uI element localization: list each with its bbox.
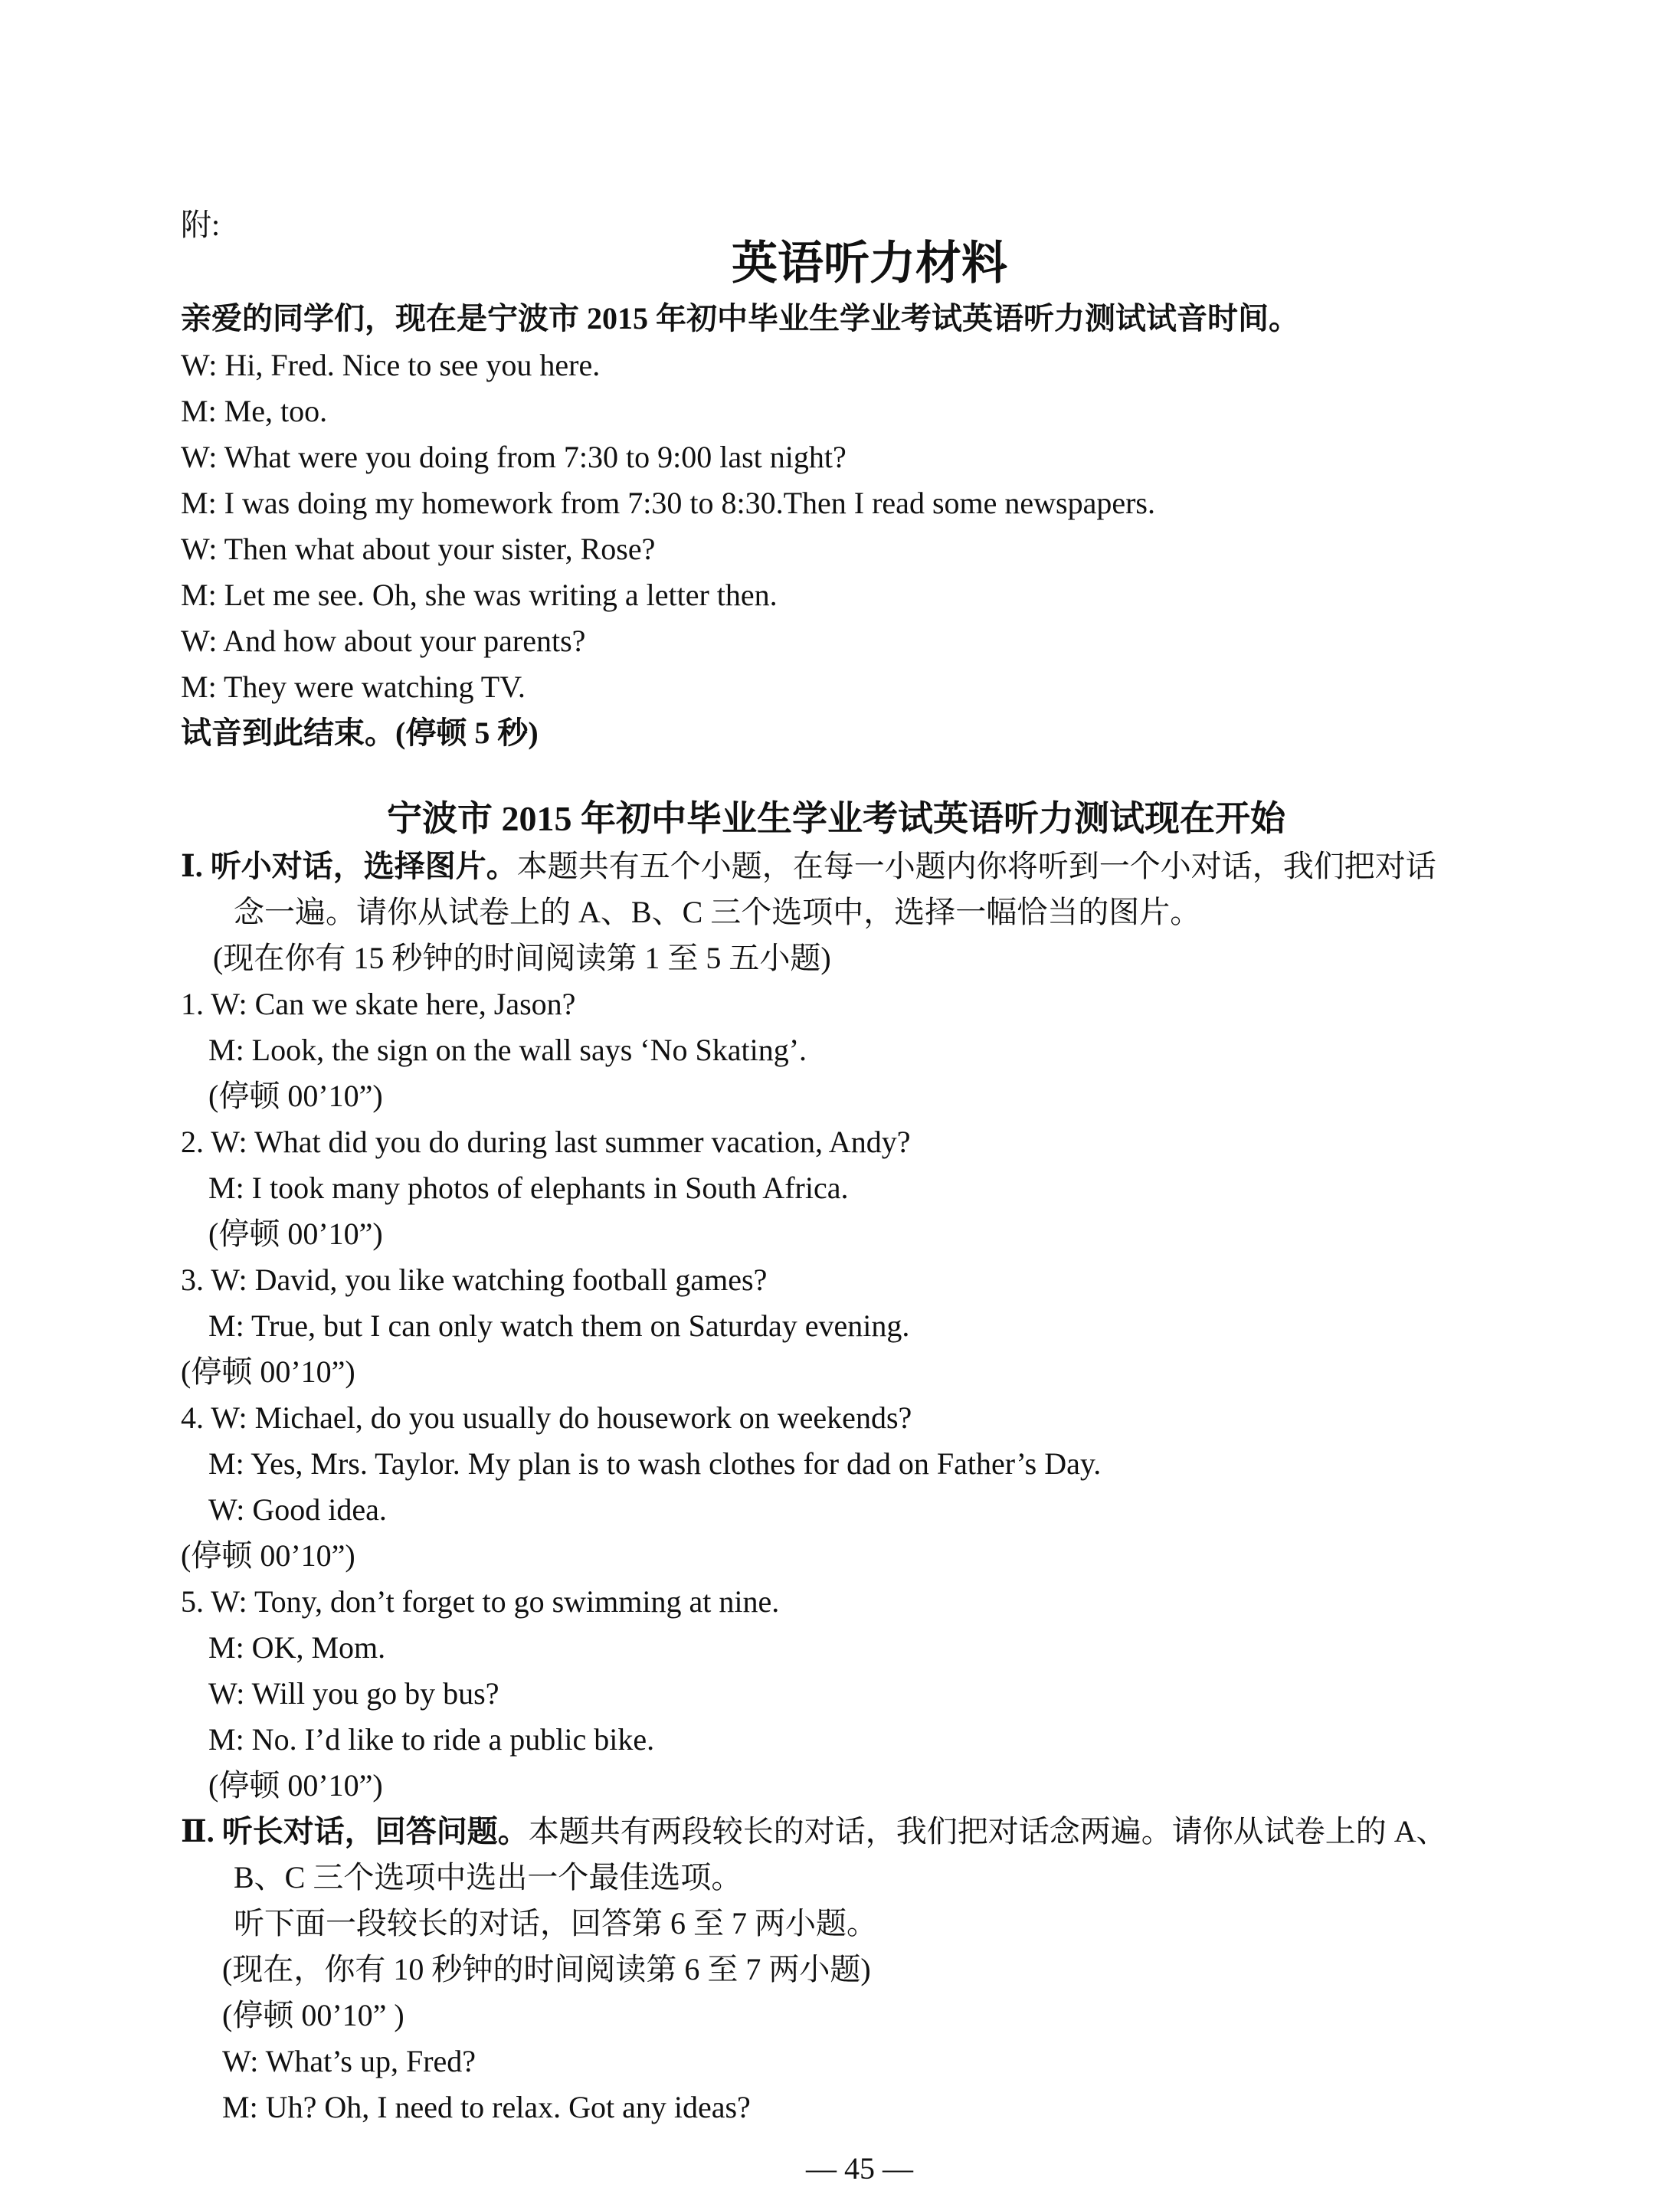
part2-heading-bold: Ⅱ. 听长对话，回答问题。 [181,1814,529,1849]
dialogue-line: W: What’s up, Fred? [222,2044,476,2078]
question-1-line: 1. W: Can we skate here, Jason? [181,987,576,1021]
question-4-line: M: Yes, Mrs. Taylor. My plan is to wash clothes for dad on Father’s Day. [208,1446,1102,1481]
question-5-line: M: OK, Mom. [208,1630,386,1665]
question-5-line: W: Will you go by bus? [208,1676,499,1711]
question-1-pause: (停顿 00’10”) [208,1079,383,1113]
dialogue-line: M: Uh? Oh, I need to relax. Got any ideas? [222,2090,751,2124]
part2-instruction: B、C 三个选项中选出一个最佳选项。 [234,1860,742,1895]
appendix-label: 附: [181,208,221,242]
trial-intro: 亲爱的同学们，现在是宁波市 2015 年初中毕业生学业考试英语听力测试试音时间。 [181,301,1299,336]
question-4-line: W: Good idea. [208,1492,387,1527]
question-3-line: 3. W: David, you like watching football games? [181,1262,768,1297]
question-2-line: M: I took many photos of elephants in South Africa. [208,1171,849,1205]
question-3-pause: (停顿 00’10”) [181,1354,355,1389]
question-5-pause: (停顿 00’10”) [208,1768,383,1803]
trial-line: W: Hi, Fred. Nice to see you here. [181,348,601,382]
part2-pause: (停顿 00’10” ) [222,1998,404,2032]
trial-end: 试音到此结束。(停顿 5 秒) [181,716,539,750]
question-2-line: 2. W: What did you do during last summer vacation, Andy? [181,1125,911,1159]
part2-subinstruction: 听下面一段较长的对话，回答第 6 至 7 两小题。 [234,1906,877,1940]
trial-line: M: Let me see. Oh, she was writing a letter then. [181,578,778,612]
trial-line: W: And how about your parents? [181,624,586,658]
question-4-pause: (停顿 00’10”) [181,1538,355,1573]
trial-line: W: Then what about your sister, Rose? [181,532,656,566]
part1-heading-bold: Ⅰ. 听小对话，选择图片。 [181,849,517,883]
trial-line: M: I was doing my homework from 7:30 to 8:30.Then I read some newspapers. [181,486,1155,520]
part2-heading-rest: 本题共有两段较长的对话，我们把对话念两遍。请你从试卷上的 A、 [528,1814,1447,1849]
question-5-line: 5. W: Tony, don’t forget to go swimming at nine. [181,1584,780,1619]
page-title: 英语听力材料 [732,238,1007,289]
question-2-pause: (停顿 00’10”) [208,1217,383,1251]
question-1-line: M: Look, the sign on the wall says ‘No Skating’. [208,1033,807,1067]
part1-reading-time: (现在你有 15 秒钟的时间阅读第 1 至 5 五小题) [213,941,831,975]
question-4-line: 4. W: Michael, do you usually do housework on weekends? [181,1400,912,1435]
part1-heading [181,847,1436,886]
page-number: — 45 — [806,2151,913,2186]
part1-heading-rest: 本题共有五个小题，在每一小题内你将听到一个小对话，我们把对话 [516,849,1436,883]
part1-instruction: 念一遍。请你从试卷上的 A、B、C 三个选项中，选择一幅恰当的图片。 [234,895,1201,929]
question-5-line: M: No. I’d like to ride a public bike. [208,1722,655,1757]
question-3-line: M: True, but I can only watch them on Saturday evening. [208,1308,910,1343]
test-title: 宁波市 2015 年初中毕业生学业考试英语听力测试现在开始 [387,799,1285,838]
part2-heading [181,1812,1447,1852]
trial-line: M: Me, too. [181,394,328,428]
part2-reading-time: (现在，你有 10 秒钟的时间阅读第 6 至 7 两小题) [222,1952,871,1986]
trial-line: M: They were watching TV. [181,670,526,704]
trial-line: W: What were you doing from 7:30 to 9:00 last night? [181,440,847,474]
